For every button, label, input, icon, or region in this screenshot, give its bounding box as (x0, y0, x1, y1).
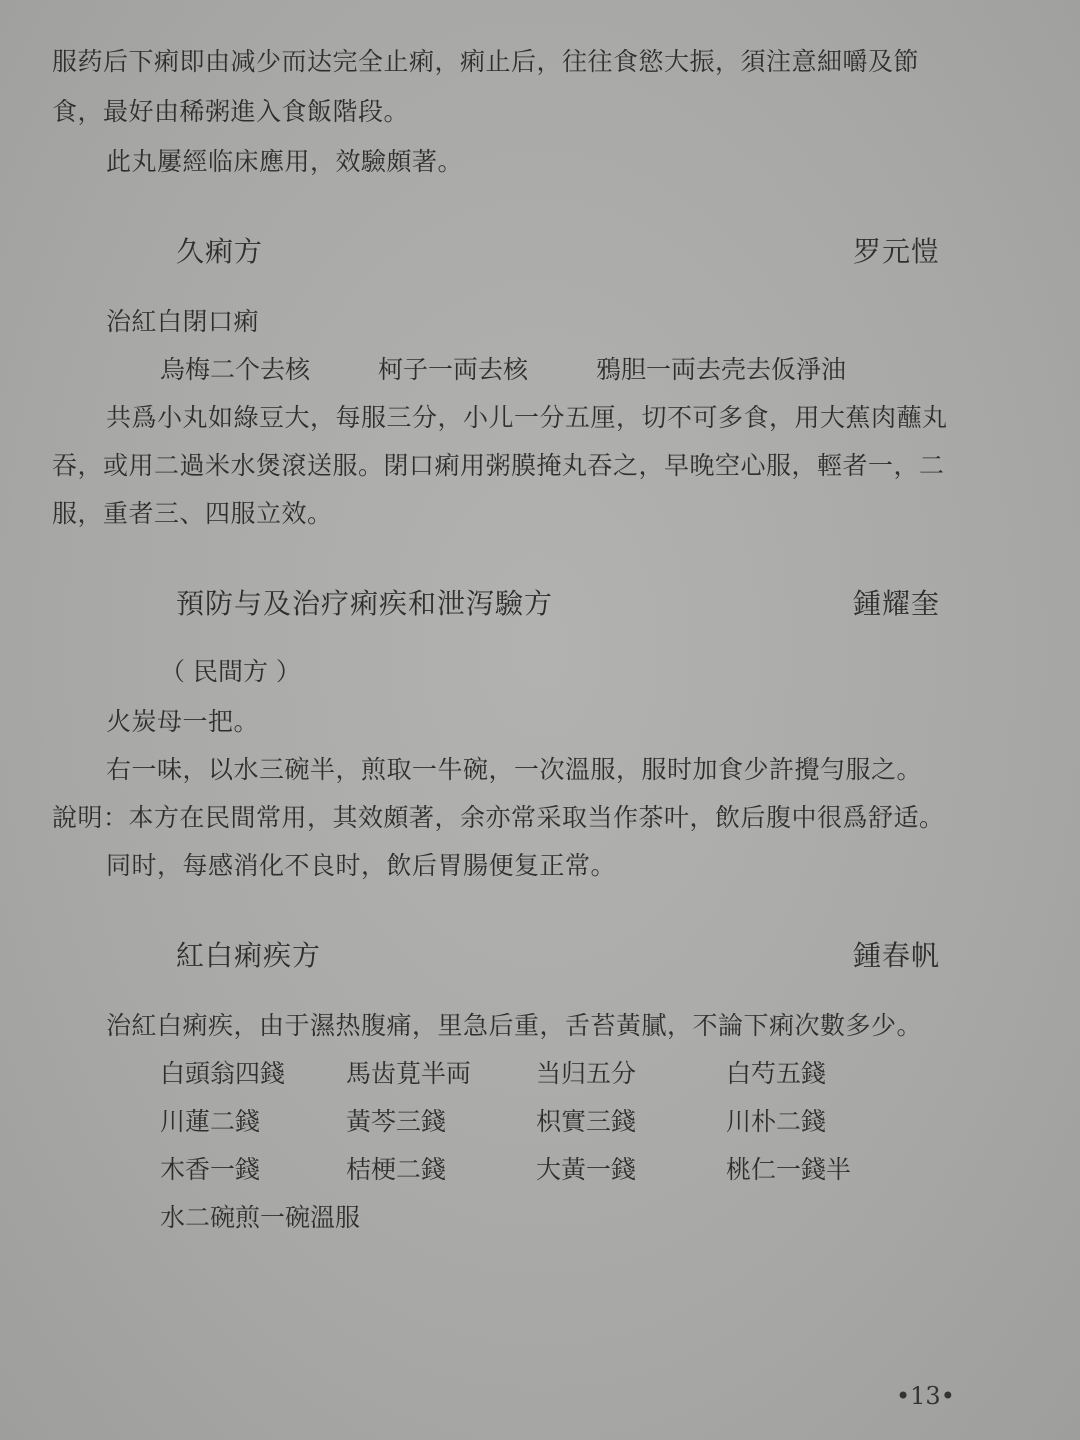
section1-author: 罗元愷 (852, 235, 940, 268)
section3-ingredient: 馬齿莧半両 (346, 1059, 472, 1088)
section3-author: 鍾春帆 (852, 939, 940, 972)
section2-line: 說明：本方在民間常用，其效頗著，余亦常采取当作茶叶，飲后腹中很爲舒适。 (52, 803, 945, 832)
section3-ingredient: 黃芩三錢 (346, 1107, 447, 1136)
intro-line-3: 此丸屢經临床應用，效驗頗著。 (106, 147, 464, 176)
section3-ingredient: 白頭翁四錢 (160, 1059, 286, 1088)
section3-ingredient: 桃仁一錢半 (726, 1155, 852, 1184)
section1-instruction: 服，重者三、四服立效。 (52, 499, 333, 528)
section3-ingredient: 桔梗二錢 (346, 1155, 447, 1184)
section2-author: 鍾耀奎 (852, 587, 940, 620)
page-number: •13• (896, 1382, 955, 1410)
section3-ingredient: 大黃一錢 (536, 1155, 637, 1184)
section1-ingredient: 柯子一両去核 (378, 355, 529, 384)
section3-ingredient: 川蓮二錢 (160, 1107, 261, 1136)
section1-instruction: 吞，或用二過米水煲滾送服。閉口痢用粥膜掩丸吞之，早晚空心服，輕者一，二 (52, 451, 945, 480)
intro-line-2: 食，最好由稀粥進入食飯階段。 (52, 97, 410, 126)
section2-title: 預防与及治疗痢疾和泄泻驗方 (176, 587, 554, 620)
section2-ingredient: 火炭母一把。 (106, 707, 260, 736)
intro-line-1: 服药后下痢即由减少而达完全止痢，痢止后，往往食慾大振，須注意細嚼及節 (52, 47, 920, 76)
section3-ingredient: 枳實三錢 (536, 1107, 637, 1136)
section3-ingredient: 川朴二錢 (726, 1107, 827, 1136)
section3-ingredient: 当归五分 (536, 1059, 637, 1088)
section3-ingredient: 木香一錢 (160, 1155, 261, 1184)
section3-title: 紅白痢疾方 (176, 939, 322, 972)
section3-indication: 治紅白痢疾，由于濕热腹痛，里急后重，舌苔黃膩，不論下痢次數多少。 (106, 1011, 923, 1040)
section1-instruction: 共爲小丸如綠豆大，每服三分，小儿一分五厘，切不可多食，用大蕉肉蘸丸 (106, 403, 948, 432)
section3-ingredient: 白芍五錢 (726, 1059, 827, 1088)
section2-line: 同时，每感消化不良时，飲后胃腸便复正常。 (106, 851, 617, 880)
section2-subtitle: （ 民間方 ） (160, 657, 301, 686)
section1-ingredient: 鴉胆一両去壳去仮淨油 (596, 355, 847, 384)
section3-instruction: 水二碗煎一碗溫服 (160, 1203, 361, 1232)
section1-indication: 治紅白閉口痢 (106, 307, 260, 336)
section1-ingredient: 烏梅二个去核 (160, 355, 311, 384)
section1-title: 久痢方 (176, 235, 264, 268)
section2-line: 右一味，以水三碗半，煎取一牛碗，一次溫服，服时加食少許攪勻服之。 (106, 755, 923, 784)
